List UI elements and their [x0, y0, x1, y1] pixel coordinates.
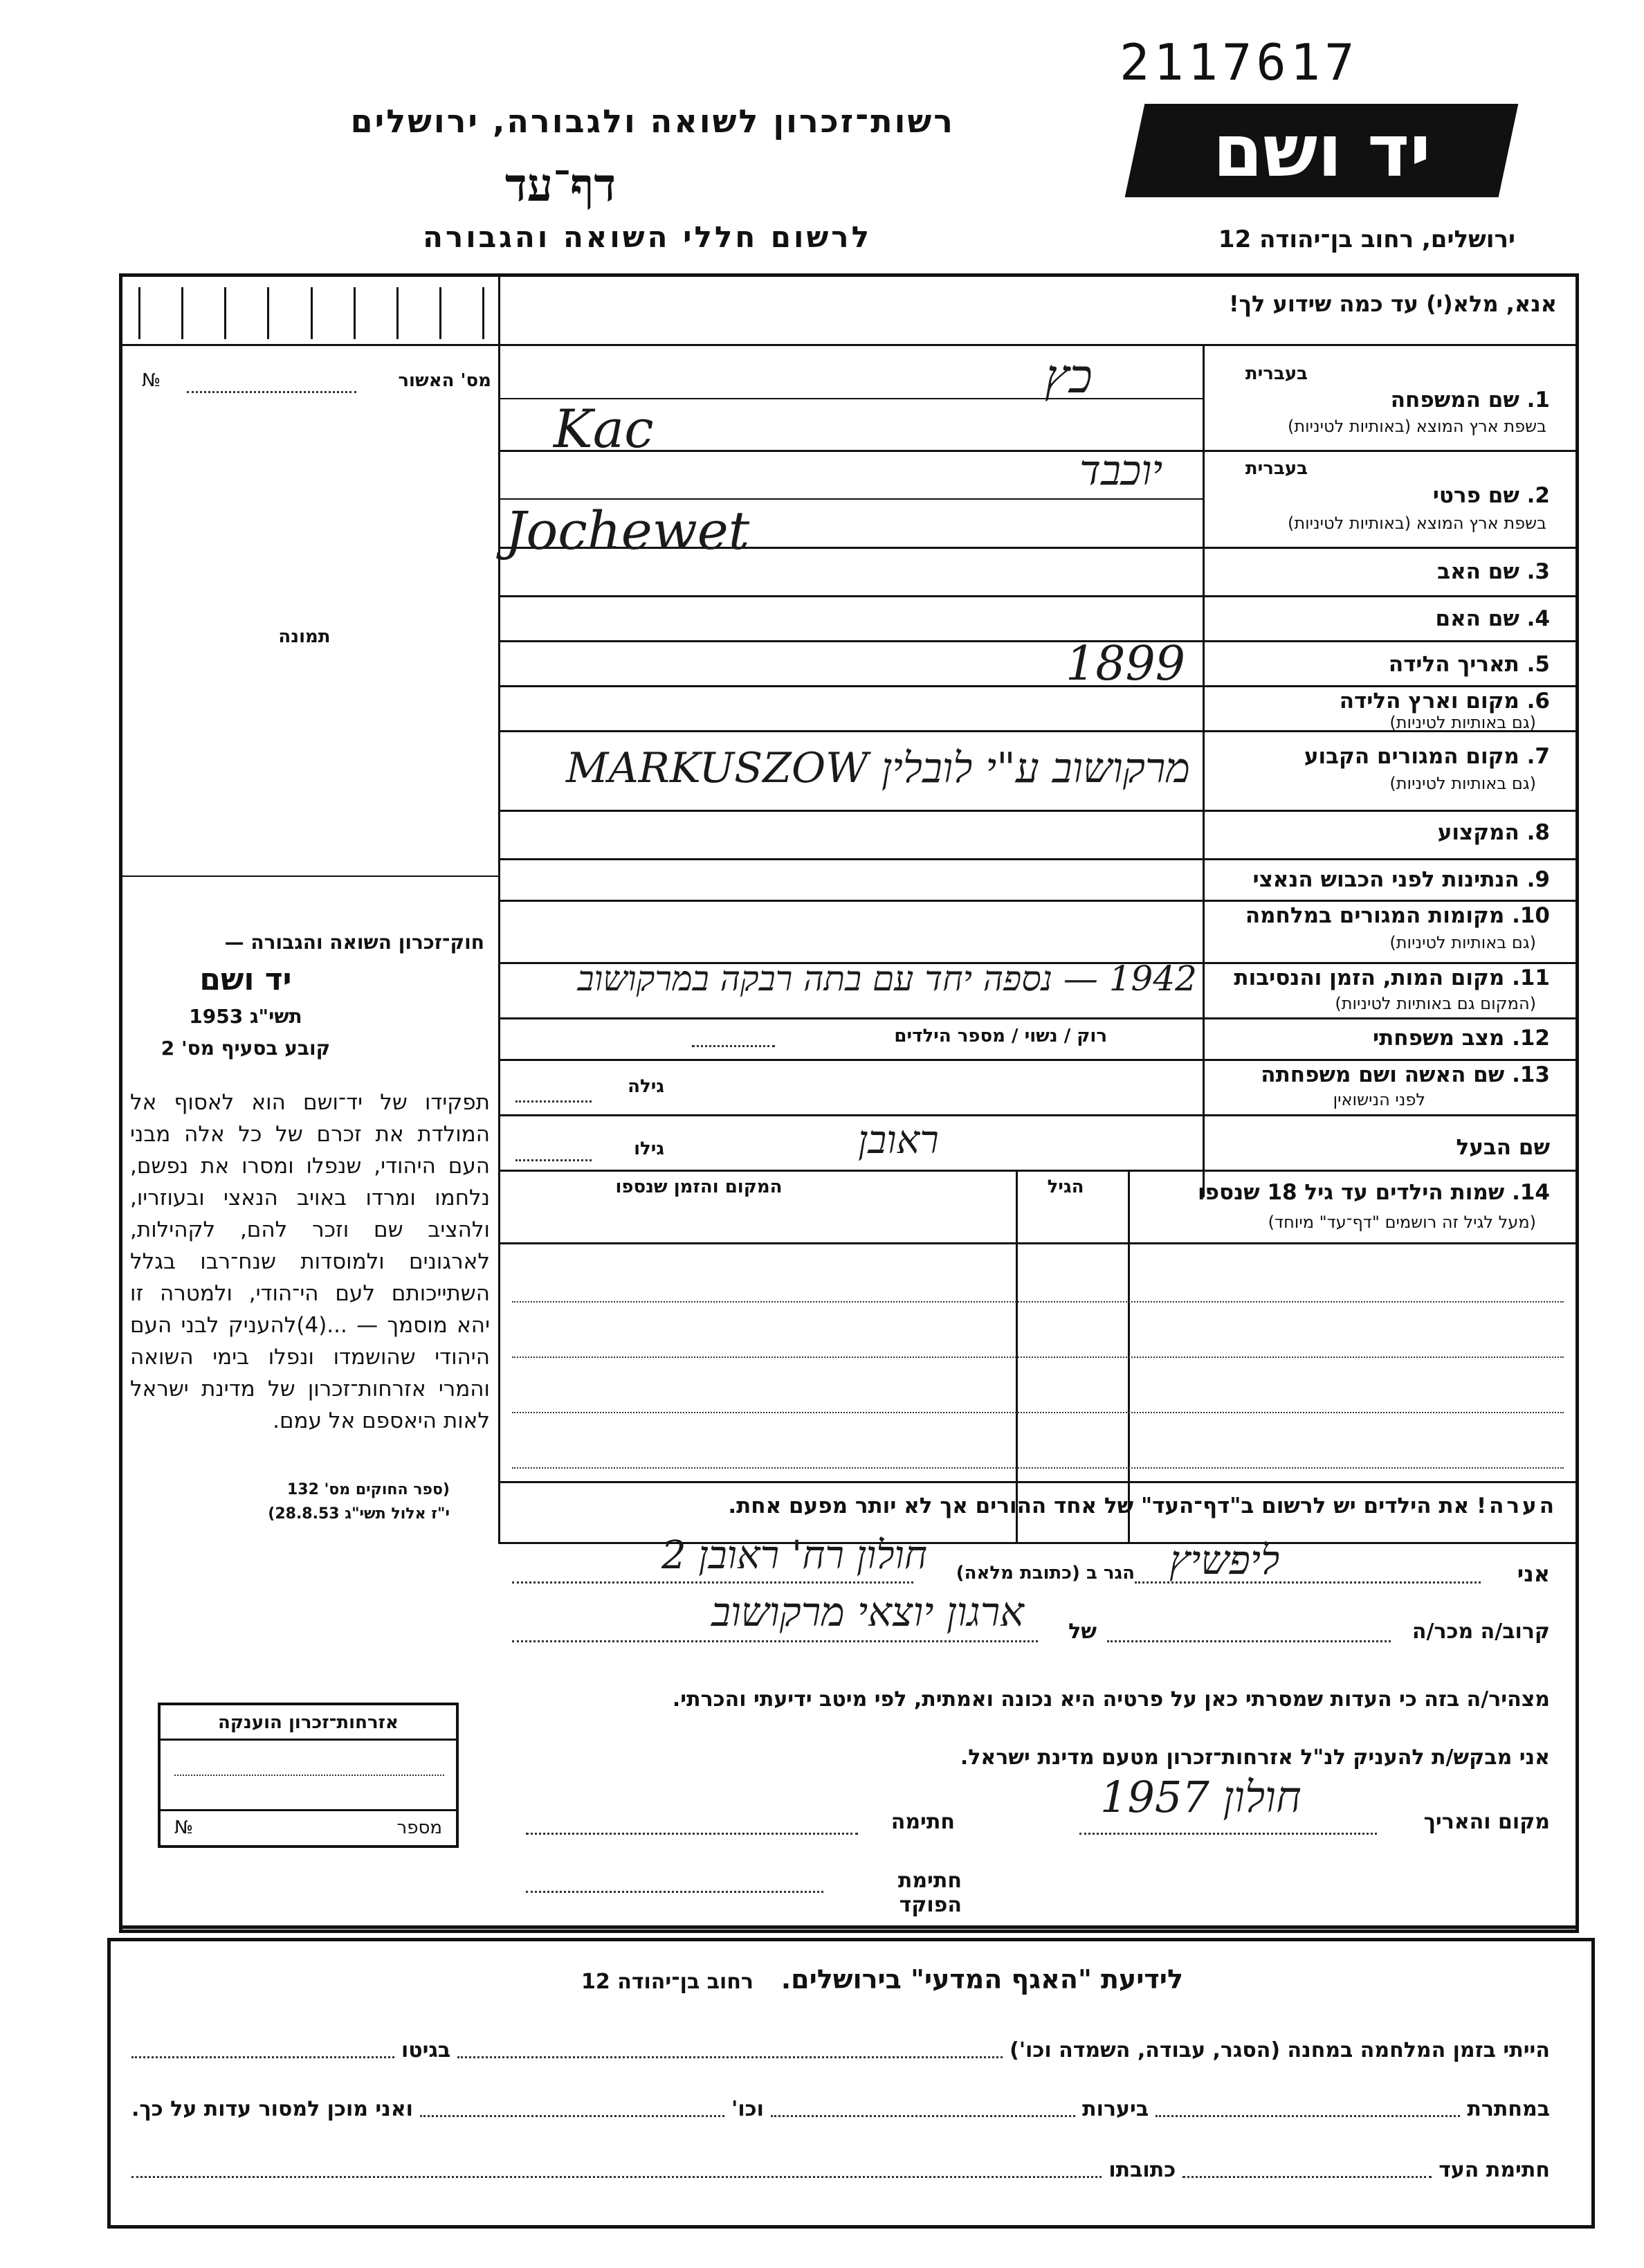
field-2-hebrew-tag: בעברית [1245, 458, 1308, 479]
field-11-label: 11. מקום המות, הזמן והנסיבות [1234, 965, 1550, 990]
field-13-age-label: גילה [628, 1076, 664, 1097]
field-11-value: 1942 — נספה יחד עם בתה רבקה במרקושוב [577, 959, 1197, 999]
bottom-line-2 [131, 2097, 1550, 2121]
citizenship-number-sign: № [174, 1817, 194, 1838]
place-date-value: חולון 1957 [1100, 1772, 1302, 1822]
etc-label: וכו' [731, 2097, 764, 2121]
field-10-sub: (גם באותיות לטיניות) [1389, 933, 1536, 952]
camp-label: הייתי בזמן המלחמה במחנה (הסגר, עבודה, השמדה וכו') [1010, 2038, 1550, 2062]
field-5-value: 1899 [1066, 637, 1186, 691]
field-2-value-latin: Jochewet [505, 500, 750, 561]
forests-label: ביערות [1082, 2097, 1149, 2121]
yad-vashem-logo [1125, 104, 1519, 197]
bottom-title-text: לידיעת "האגף המדעי" בירושלים. [780, 1964, 1183, 1995]
declaration-i-value: ליפשיץ [1169, 1536, 1280, 1584]
children-age-header: הגיל [1047, 1177, 1084, 1197]
bottom-address: רחוב בן־יהודה 12 [581, 1970, 754, 1994]
ghetto-label: בגיטו [401, 2038, 451, 2062]
address: ירושלים, רחוב בן־יהודה 12 [1218, 226, 1515, 253]
photo-label: תמונה [278, 626, 331, 647]
field-1-label: 1. שם המשפחה [1390, 388, 1550, 412]
field-2-sub: בשפת ארץ המוצא (באותיות לטיניות) [1288, 514, 1546, 533]
declaration-i-label: אני [1517, 1561, 1550, 1587]
field-11-sub: (המקום גם באותיות לטיניות) [1335, 994, 1536, 1013]
citizenship-number-label: מספר [396, 1817, 442, 1838]
husband-age-label: גילו [634, 1138, 664, 1159]
field-6-label: 6. מקום וארץ הלידה [1339, 689, 1550, 714]
law-title: חוק־זכרון השואה והגבורה — [224, 931, 484, 954]
field-8-label: 8. המקצוע [1437, 820, 1550, 845]
witness-signature-label: חתימת העד [1438, 2158, 1550, 2182]
law-ref-2: י"ז אלול תשי"ג 28.8.53) [268, 1505, 450, 1523]
underground-label: במחתרת [1467, 2097, 1550, 2121]
field-13-sub: לפני הנישואין [1333, 1090, 1425, 1109]
children-label: 14. שמות הילדים עד גיל 18 שנספו [1198, 1180, 1550, 1205]
signature-label: חתימה [890, 1810, 955, 1834]
bottom-line-1 [131, 2038, 1550, 2062]
field-6-sub: (גם באותיות לטיניות) [1389, 713, 1536, 732]
law-clause: קובע בסעיף מס' 2 [161, 1037, 331, 1060]
declaration-statement: מצהיר/ה בזה כי העדות שמסרתי כאן על פרטיה היא נכונה ואמתית, לפי מיטב ידיעתי והכרתי. [672, 1687, 1550, 1712]
declaration-request: אני מבקש/ת להעניק לנ"ל אזרחות־זכרון מטעם מדינת ישראל. [960, 1745, 1550, 1770]
law-name: יד ושם [199, 962, 292, 997]
declaration-of-value: ארגון יוצאי מרקושוב [711, 1588, 1024, 1635]
declaration-of-label: של [1068, 1620, 1097, 1644]
instruction: אנא, מלא(י) עד כמה שידוע לך! [1228, 291, 1557, 317]
registration-cells [138, 287, 484, 339]
field-5-label: 5. תאריך הלידה [1388, 652, 1550, 677]
field-1-hebrew-tag: בעברית [1245, 363, 1308, 384]
note [512, 1494, 1557, 1518]
field-9-label: 9. הנתינות לפני הכבוש הנאצי [1252, 867, 1550, 892]
children-sub: (מעל לגיל זה רושמים "דף־עד" מיוחד) [1268, 1213, 1536, 1232]
field-1-value-hebrew: כץ [1045, 350, 1093, 404]
declaration-resides-label: הגר ב (כתובת מלאה) [956, 1563, 1135, 1584]
field-2-value-hebrew: יוכבד [1079, 446, 1163, 495]
ready-to-testify-label: ואני מוכן למסור עדות על כך. [131, 2097, 413, 2121]
bottom-title [484, 1964, 1280, 1995]
form-subtitle: לרשום חללי השואה והגבורה [423, 220, 872, 254]
field-10-label: 10. מקומות המגורים במלחמה [1245, 903, 1550, 928]
note-text: את הילדים יש לרשום ב"דף־העד" של אחד ההורים אך לא יותר מפעם אחת. [728, 1494, 1470, 1518]
declaration-relative-label: קרוב/ה מכר/ה [1412, 1620, 1550, 1644]
officer-signature-label: חתימת הפוקד [897, 1869, 962, 1917]
field-3-label: 3. שם האב [1437, 559, 1550, 584]
field-4-label: 4. שם האם [1435, 606, 1550, 631]
child-row-3 [512, 1412, 1564, 1413]
declaration-resides-value: חולון רח' ראובן 2 [661, 1533, 927, 1578]
law-text: תפקידו של יד־ושם הוא לאסוף אל המולדת את זכרם של כל אלה מבני העם היהודי, שנפלו ומסרו את נפשם, נלחמו ומרדו באויב הנאצי ובעוזריו, ולהציב שם וזכר להם, לקהילות, לארגונים ולמוסדות שנח־רבו בגלל השתייכותם לעם הי־הודי, ולמטרה זו יהא מוסמך — ...(4)להעניק לבני העם היהודי שהושמדו ונפלו בימי השואה והמרי אזרחות־זכרון של מדינת ישראל לאות היאספם אל עמם. [130, 1090, 490, 1433]
child-row-2 [512, 1357, 1564, 1358]
approval-number-sign: № [142, 370, 161, 391]
place-date-label: מקום והאריך [1423, 1810, 1550, 1834]
form-title: דף־עד [504, 158, 616, 212]
child-row-1 [512, 1301, 1564, 1303]
authority-name: רשות־זכרון לשואה ולגבורה, ירושלים [350, 102, 955, 140]
field-7-sub: (גם באותיות לטיניות) [1389, 774, 1536, 793]
serial-number: 2117617 [1120, 33, 1359, 91]
note-label: הערה! [1476, 1494, 1557, 1518]
field-12-options: רוק / נשוי / מספר הילדים [894, 1026, 1107, 1046]
approval-label: מס' האשור [398, 370, 491, 391]
law-year: תשי"ג 1953 [189, 1005, 302, 1028]
citizenship-box-title: אזרחות־זכרון הוענקה [161, 1712, 456, 1741]
child-row-4 [512, 1467, 1564, 1469]
children-place-header: המקום והזמן שנספו [615, 1177, 783, 1197]
bottom-line-3 [131, 2158, 1550, 2182]
law-ref-1: (ספר החוקים מס' 132 [286, 1481, 450, 1498]
field-1-value-latin: Kac [554, 398, 654, 460]
field-12-label: 12. מצב משפחתי [1372, 1026, 1550, 1051]
field-1-sub: בשפת ארץ המוצא (באותיות לטיניות) [1288, 417, 1546, 436]
field-2-label: 2. שם פרטי [1432, 483, 1550, 508]
field-7-value: מרקושוב ע"י לובלין MARKUSZOW [565, 744, 1190, 792]
witness-address-label: כתובתו [1108, 2158, 1176, 2182]
field-13-label: 13. שם האשה ושם משפחתה [1261, 1062, 1550, 1087]
citizenship-box [158, 1703, 459, 1848]
husband-value: ראובן [858, 1118, 939, 1163]
husband-label: שם הבעל [1456, 1135, 1550, 1160]
field-7-label: 7. מקום המגורים הקבוע [1304, 744, 1550, 769]
logo-text: יד ושם [1212, 108, 1431, 193]
